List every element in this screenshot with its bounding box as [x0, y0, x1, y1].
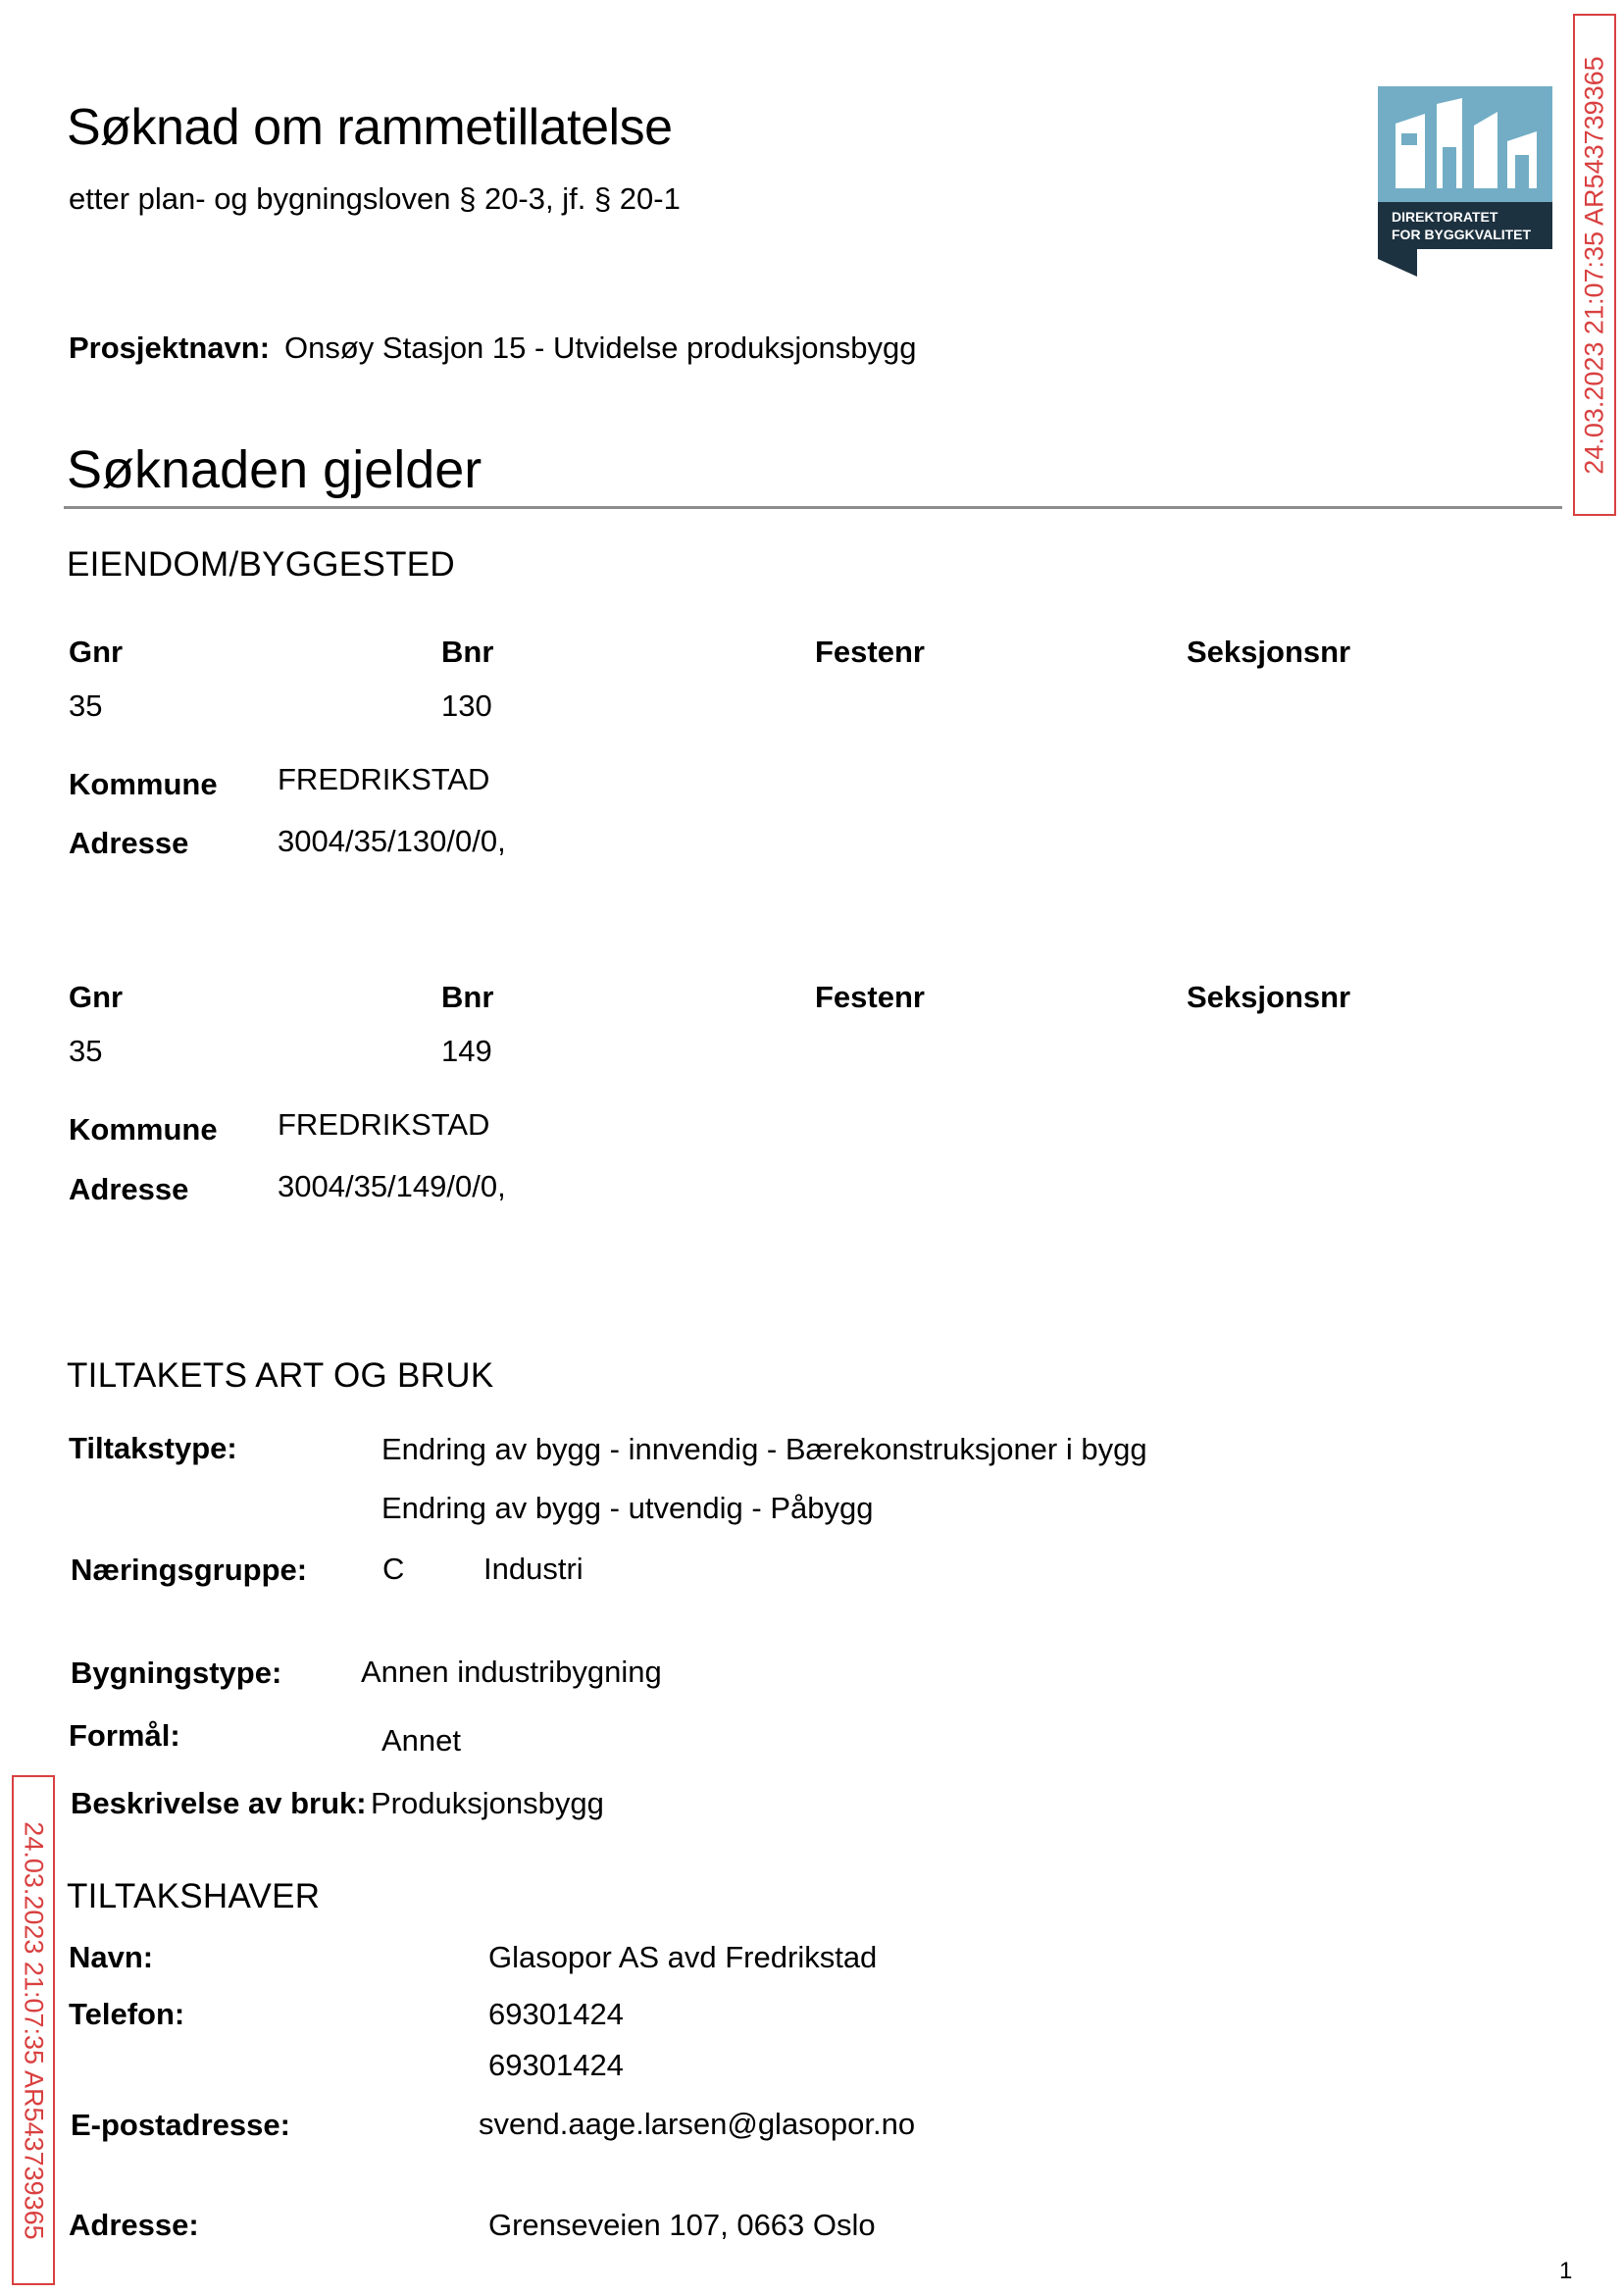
tiltakstype-value: Endring av bygg - utvendig - Påbygg — [381, 1491, 874, 1525]
telefon-value: 69301424 — [488, 2048, 624, 2082]
kommune-label: Kommune — [69, 767, 218, 801]
naeringsgruppe-name: Industri — [483, 1552, 584, 1586]
gnr-value: 35 — [69, 1034, 103, 1068]
adresse-label: Adresse — [69, 1172, 189, 1206]
timestamp-stamp-left — [12, 1775, 55, 2285]
bygningstype-label: Bygningstype: — [71, 1656, 282, 1690]
tiltakshaver-adresse-label: Adresse: — [69, 2208, 199, 2242]
col-festenr: Festenr — [815, 635, 925, 669]
naeringsgruppe-code: C — [382, 1552, 405, 1586]
col-gnr: Gnr — [69, 635, 124, 669]
property-heading: EIENDOM/BYGGESTED — [67, 545, 455, 584]
gnr-value: 35 — [69, 688, 103, 723]
beskrivelse-label: Beskrivelse av bruk: — [71, 1786, 367, 1820]
col-bnr: Bnr — [441, 980, 494, 1014]
telefon-value: 69301424 — [488, 1997, 624, 2031]
naeringsgruppe-label: Næringsgruppe: — [71, 1553, 308, 1587]
col-seksjonsnr: Seksjonsnr — [1187, 980, 1351, 1014]
tiltakstype-value: Endring av bygg - innvendig - Bærekonstruksjoner i bygg — [381, 1432, 1147, 1466]
page-title: Søknad om rammetillatelse — [67, 99, 673, 156]
kommune-label: Kommune — [69, 1112, 218, 1147]
stamp-text: 24.03.2023 21:07:35 AR543739365 — [1579, 55, 1609, 475]
kommune-value: FREDRIKSTAD — [278, 762, 490, 796]
kommune-value: FREDRIKSTAD — [278, 1107, 490, 1142]
col-seksjonsnr: Seksjonsnr — [1187, 635, 1351, 669]
telefon-label: Telefon: — [69, 1997, 185, 2031]
section-heading: Søknaden gjelder — [67, 440, 482, 499]
formal-value: Annet — [381, 1723, 462, 1758]
bygningstype-value: Annen industribygning — [361, 1655, 662, 1689]
epost-label: E-postadresse: — [71, 2108, 290, 2142]
col-gnr: Gnr — [69, 980, 124, 1014]
stamp-text: 24.03.2023 21:07:35 AR543739365 — [19, 1820, 49, 2240]
project-label: Prosjektnavn: — [69, 331, 271, 365]
bnr-value: 149 — [441, 1034, 492, 1068]
tiltakshaver-heading: TILTAKSHAVER — [67, 1877, 321, 1915]
bnr-value: 130 — [441, 688, 492, 723]
navn-value: Glasopor AS avd Fredrikstad — [488, 1940, 878, 1974]
tiltakshaver-adresse-value: Grenseveien 107, 0663 Oslo — [488, 2208, 876, 2242]
adresse-value: 3004/35/149/0/0, — [278, 1169, 506, 1203]
beskrivelse-value: Produksjonsbygg — [371, 1786, 604, 1820]
col-festenr: Festenr — [815, 980, 925, 1014]
tiltakstype-label: Tiltakstype: — [69, 1431, 237, 1465]
adresse-value: 3004/35/130/0/0, — [278, 824, 506, 858]
dibk-logo — [1378, 86, 1552, 277]
formal-label: Formål: — [69, 1718, 180, 1753]
divider — [64, 506, 1562, 509]
tiltak-heading: TILTAKETS ART OG BRUK — [67, 1356, 494, 1395]
col-bnr: Bnr — [441, 635, 494, 669]
page-number: 1 — [1559, 2258, 1573, 2284]
logo-text-2: FOR BYGGKVALITET — [1392, 227, 1532, 242]
navn-label: Navn: — [69, 1940, 154, 1974]
timestamp-stamp-top — [1573, 14, 1616, 516]
building-logo-icon — [1378, 86, 1552, 277]
epost-value: svend.aage.larsen@glasopor.no — [479, 2107, 916, 2141]
project-value: Onsøy Stasjon 15 - Utvidelse produksjonsbygg — [284, 331, 917, 365]
logo-text-1: DIREKTORATET — [1392, 209, 1498, 225]
page-subtitle: etter plan- og bygningsloven § 20-3, jf. § 20-1 — [69, 181, 681, 216]
adresse-label: Adresse — [69, 826, 189, 860]
